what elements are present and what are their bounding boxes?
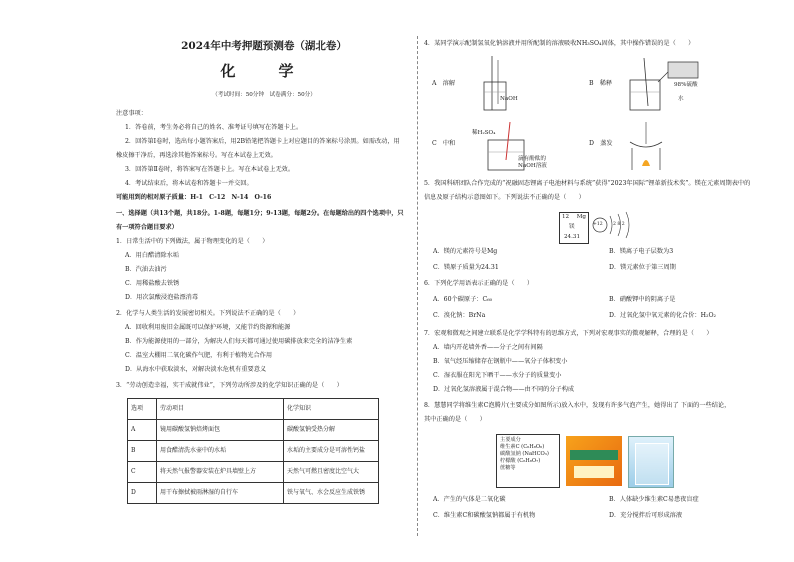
- q4-stem: 4．某同学演示配制氢氧化钠溶液并用所配制的溶液吸收NH₃SO₄固体，其中操作错误的是（ ）: [424, 40, 695, 47]
- atomic-masses: 可能用到的相对原子质量：H-1 C-12 N-14 O-16: [116, 194, 272, 201]
- q7-option-b: B．氧气经压缩储存在钢瓶中——氧分子体积变小: [433, 358, 568, 365]
- table-row: [128, 483, 379, 504]
- q4-label-b: B 稀释: [589, 80, 613, 87]
- exam-title: 2024年中考押题预测卷（湖北卷）: [181, 40, 347, 52]
- table-cell: 天然气可燃且密度比空气大: [284, 462, 379, 483]
- table-row: [128, 441, 379, 462]
- q7-option-c: C．湿衣服在阳光下晒干——水分子的质量变小: [433, 372, 562, 379]
- table-header: 劳动项目: [157, 399, 284, 420]
- notes-heading: 注意事项：: [116, 110, 147, 117]
- fig-label-naoh-solution: NaOH溶液: [518, 163, 547, 169]
- q6-option-a: A．60个碳原子：C₆₀: [433, 296, 493, 303]
- q2-option-d: D．从海水中获取淡水，对解决淡水危机有重要意义: [125, 366, 267, 373]
- q4-label-a: A 溶解: [432, 80, 456, 87]
- q2-stem: 2．化学与人类生活的发展密切相关。下列说法不正确的是（ ）: [116, 310, 300, 317]
- note-2-cont: 橡皮擦干净后，再选涂其他答案标号。写在本试卷上无效。: [116, 152, 277, 159]
- exam-info: （考试时间：50分钟 试卷满分：50分）: [212, 92, 316, 98]
- fig-label-water: 水: [678, 96, 684, 102]
- element-number: 12: [562, 214, 570, 220]
- dissolve-figure: [474, 54, 534, 114]
- table-header-row: [128, 399, 379, 420]
- q5-option-a: A．镁的元素符号是Mg: [433, 248, 498, 255]
- q1-option-c: C．用稀盐酸去铁锈: [125, 280, 180, 287]
- fig-label-dilute-h2so4: 稀H₂SO₄: [472, 130, 496, 136]
- fig-label-sulfuric: 98%硫酸: [674, 82, 698, 88]
- table-header: 化学知识: [284, 399, 379, 420]
- element-name: 镁: [569, 224, 575, 230]
- vitamin-package-image: [566, 436, 622, 486]
- q2-option-b: B．作为能源使用的一部分，为解决人们每天都可通过使用碳排放来完全的洁净生素: [125, 338, 353, 345]
- subject-title: 化 学: [220, 62, 308, 80]
- q1-option-d: D．用次氯酸浸泡盐漂消毒: [125, 294, 199, 301]
- q6-stem: 6．下列化学用语表示正确的是（ ）: [424, 280, 534, 287]
- table-row: [128, 420, 379, 441]
- q5-stem: 5．我国科研团队合作完成的“祝融固态锂离子电池材料与系统”获得“2023年国际”锂革新技术奖”。镁在元素周期表中的: [424, 180, 751, 187]
- dilute-figure: [622, 52, 712, 114]
- evaporate-figure: [622, 118, 672, 174]
- note-4: 4．考试结束后，将本试卷和答题卡一并交回。: [125, 180, 253, 187]
- table-cell: B: [128, 441, 157, 462]
- q6-option-c: C．溴化钠：BrNa: [433, 312, 486, 319]
- table-row: [128, 462, 379, 483]
- element-card: [559, 212, 589, 244]
- note-1: 1．答卷前，考生务必将自己的姓名、准考证号填写在答题卡上。: [125, 124, 303, 131]
- q1-option-a: A．用白醋清除水垢: [125, 252, 179, 259]
- q1-option-b: B．汽油去油污: [125, 266, 167, 273]
- q7-option-d: D．过氧化氢溶液属于混合物——由不同的分子构成: [433, 386, 575, 393]
- ingredient-line: 柠檬酸 (C₆H₈O₇): [500, 458, 541, 465]
- q1-stem: 1．日常生活中的下列做法，属于物理变化的是（ ）: [116, 238, 269, 245]
- q3-table: [127, 398, 379, 504]
- table-cell: 镜用碳酸氢钠焙烤面包: [157, 420, 284, 441]
- q6-option-d: D．过氧化氢中氧元素的化合价：H₂O₂: [609, 312, 717, 319]
- q5-option-b: B．镁离子电子层数为3: [609, 248, 674, 255]
- q8-option-b: B．人体缺少维生素C易患夜盲症: [609, 496, 699, 503]
- q4-label-d: D 蒸发: [589, 140, 613, 147]
- column-divider: [417, 36, 418, 536]
- q7-option-a: A．墙内开花墙外香——分子之间有间隔: [433, 344, 543, 351]
- water-glass-image: [628, 436, 674, 488]
- ingredient-box: [496, 434, 560, 488]
- table-cell: C: [128, 462, 157, 483]
- element-mass: 24.31: [564, 234, 581, 240]
- q3-stem: 3．“劳动创造幸福，实干成就伟业”，下列劳动所涉及的化学知识正确的是（ ）: [116, 382, 343, 389]
- q8-option-a: A．产生的气体是二氧化碳: [433, 496, 506, 503]
- table-cell: 用干布擦拭被雨淋湿的自行车: [157, 483, 284, 504]
- ingredient-line: 维生素C (C₆H₈O₆): [500, 444, 545, 451]
- q2-option-a: A．回收利用废旧金属既可以保护环境，又能节约资源和能源: [125, 324, 291, 331]
- q6-option-b: B．硝酸钾中的阴离子是: [609, 296, 676, 303]
- ingredient-line: 碳酸氢钠 (NaHCO₃): [500, 451, 549, 458]
- q8-option-d: D．充分搅拌后可形成溶液: [609, 512, 683, 519]
- q5-option-c: C．镁原子质量为24.31: [433, 264, 499, 271]
- q5-option-d: D．镁元素位于第三周期: [609, 264, 676, 271]
- atom-shells: 2 8 2: [613, 222, 625, 227]
- q2-option-c: C．温室大棚用二氧化碳作气肥，有利于植物光合作用: [125, 352, 273, 359]
- q5-stem-2: 信息及原子结构示意图如下。下列说法不正确的是（ ）: [424, 194, 585, 201]
- table-cell: 将天然气报警器安装在炉具墙壁上方: [157, 462, 284, 483]
- section1-heading-2: 有一项符合题目要求）: [116, 224, 178, 231]
- q4-label-c: C 中和: [432, 140, 456, 147]
- note-2: 2．回答第Ⅰ卷时，选出每小题答案后，用2B铅笔把答题卡上对应题目的答案标号涂黑。如需改动，用: [125, 138, 400, 145]
- table-cell: A: [128, 420, 157, 441]
- table-cell: D: [128, 483, 157, 504]
- table-cell: 用食醋清洗水壶中的水垢: [157, 441, 284, 462]
- q8-option-c: C．维生素C和碳酸氢钠都属于有机物: [433, 512, 536, 519]
- table-cell: 碳酸氢钠受热分解: [284, 420, 379, 441]
- atom-nucleus: +12: [593, 222, 603, 227]
- table-header: 选项: [128, 399, 157, 420]
- ingredient-line: 主要成分: [500, 437, 521, 443]
- q8-stem: 8．慧慧同学将维生素C泡腾片(主要成分如图所示)放入水中，发现有许多气泡产生，她得出了 下面的一些结论，: [424, 402, 731, 409]
- fig-label-phenol: 滴有酚酞的: [518, 156, 546, 162]
- note-3: 3．回答第Ⅱ卷时，将答案写在答题卡上。写在本试卷上无效。: [125, 166, 295, 173]
- ingredient-line: 蔗糖等: [500, 465, 516, 472]
- q7-stem: 7．宏观和微观之间建立联系是化学学科特有的思维方式，下列对宏观事实的微观解释，合理的是（ ）: [424, 330, 713, 337]
- q8-stem-2: 其中正确的是（ ）: [424, 416, 486, 423]
- table-cell: 铁与氧气、水会反应生成铁锈: [284, 483, 379, 504]
- element-symbol: Mg: [576, 214, 586, 220]
- table-cell: 水垢的主要成分是可溶性钙盐: [284, 441, 379, 462]
- section1-heading: 一、选择题（共13个题，共18分。1-8题，每题1分；9-13题，每题2分。在每题给出的四个选项中，只: [116, 210, 404, 217]
- fig-label-naoh: NaOH: [500, 96, 518, 102]
